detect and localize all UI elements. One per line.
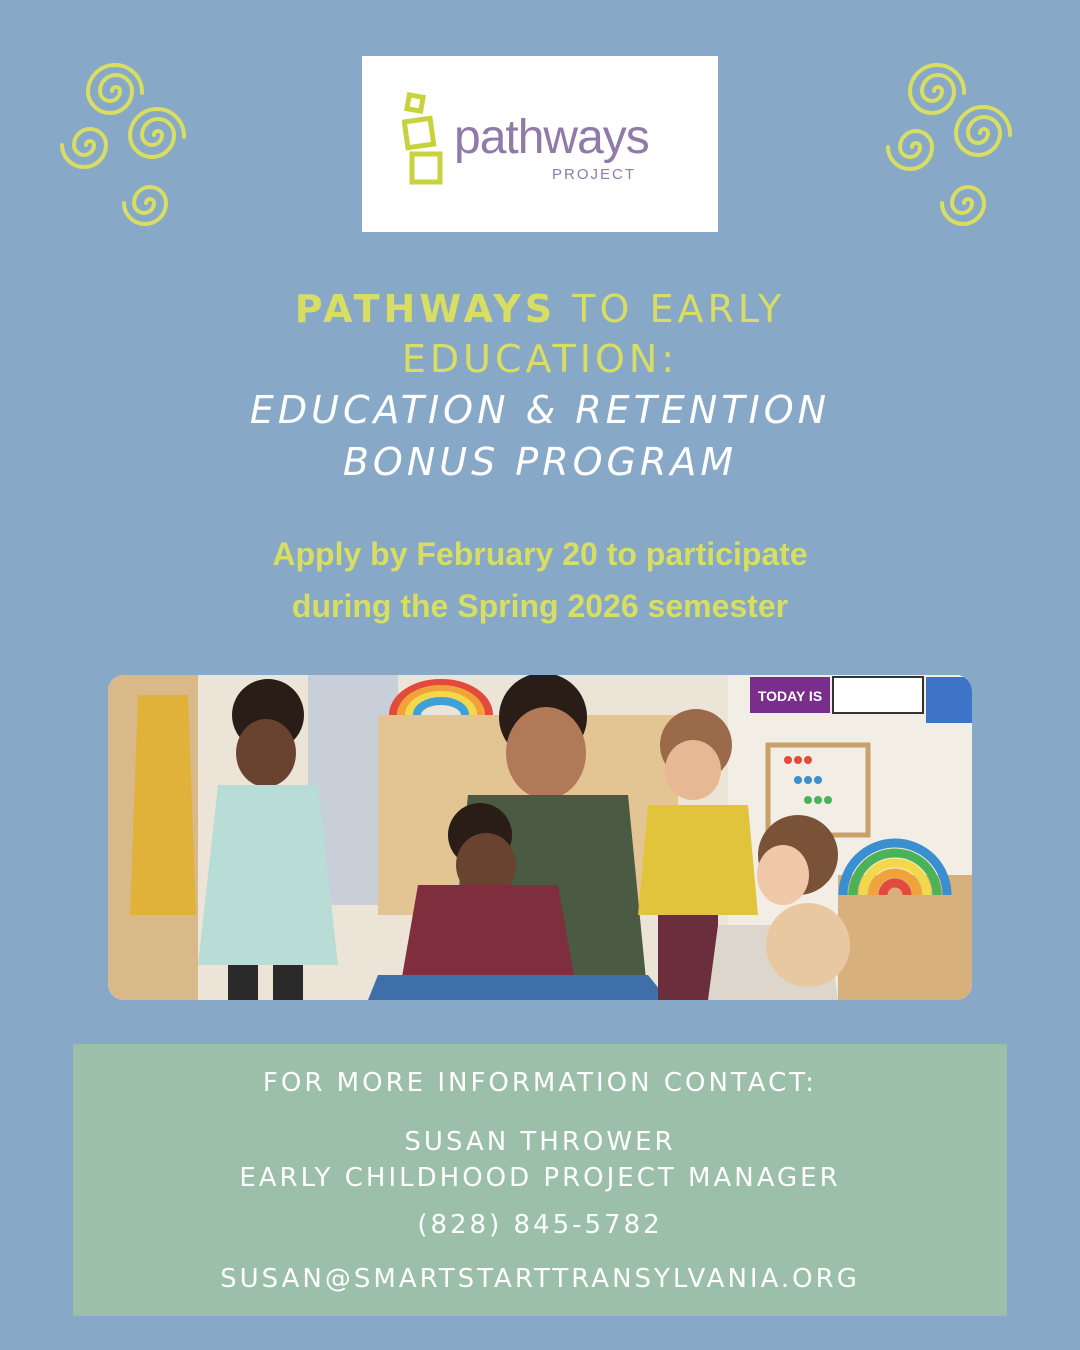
headline xyxy=(0,284,1080,488)
headline-line-1 xyxy=(0,284,1080,334)
contact-email[interactable]: SUSAN@SMARTSTARTTRANSYLVANIA.ORG xyxy=(220,1264,860,1294)
swirl-decoration-left xyxy=(50,55,210,235)
headline-line-1-rest: TO EARLY xyxy=(556,287,786,331)
contact-info-box xyxy=(73,1044,1007,1316)
headline-line-2: EDUCATION: xyxy=(401,337,679,381)
today-is-sign: TODAY IS xyxy=(757,688,823,704)
classroom-photo xyxy=(108,675,972,1000)
headline-bold-word: PATHWAYS xyxy=(294,287,557,331)
swirl-decoration-right xyxy=(872,55,1032,235)
apply-line-1: Apply by February 20 to participate xyxy=(272,536,808,572)
headline-line-3: EDUCATION & RETENTION xyxy=(249,388,831,432)
classroom-illustration xyxy=(108,675,972,1000)
pathways-logo xyxy=(362,56,718,232)
contact-role: EARLY CHILDHOOD PROJECT MANAGER xyxy=(239,1163,841,1193)
logo-wordmark: pathways xyxy=(454,111,649,164)
contact-name: SUSAN THROWER xyxy=(404,1127,676,1157)
headline-line-4: BONUS PROGRAM xyxy=(342,440,738,484)
logo-subtitle: PROJECT xyxy=(552,166,637,183)
contact-heading: FOR MORE INFORMATION CONTACT: xyxy=(262,1068,818,1098)
contact-person xyxy=(73,1124,1007,1196)
stacked-blocks-icon xyxy=(402,90,452,200)
apply-deadline xyxy=(0,528,1080,632)
contact-phone[interactable]: (828) 845-5782 xyxy=(417,1210,663,1240)
apply-line-2: during the Spring 2026 semester xyxy=(291,588,789,624)
